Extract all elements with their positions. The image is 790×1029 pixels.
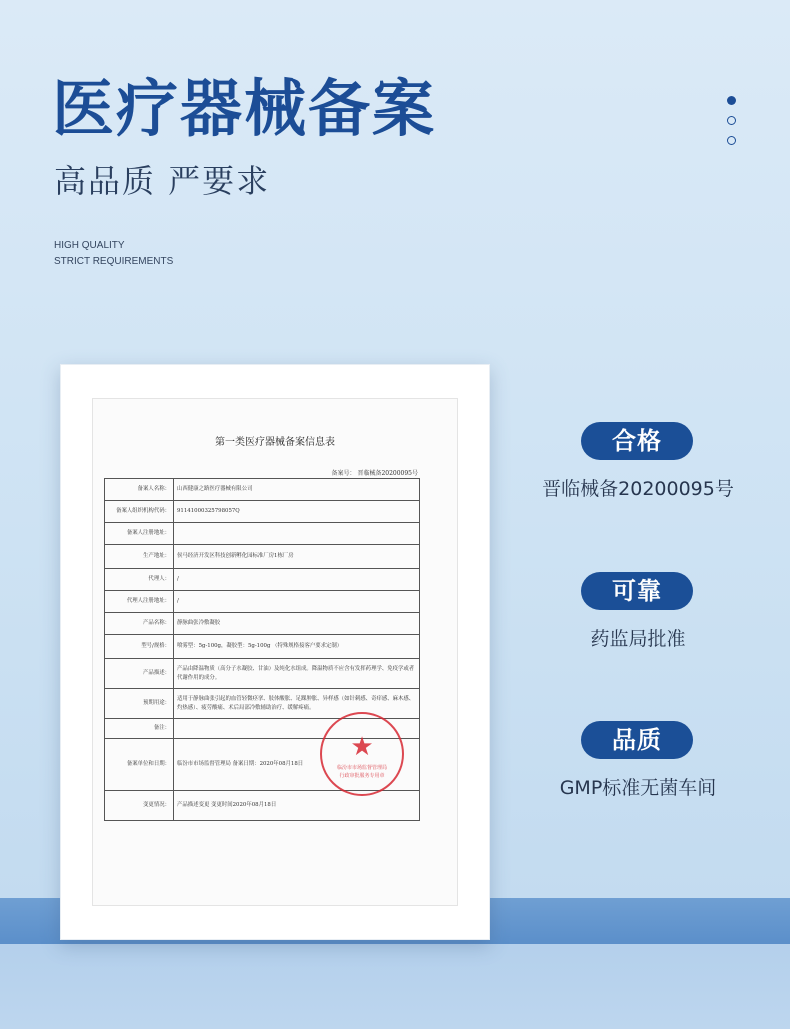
document-title: 第一类医疗器械备案信息表 xyxy=(215,437,335,448)
english-tagline-line1: HIGH QUALITY xyxy=(54,240,125,251)
field-value: 喷雾型：5g-100g，凝胶型：5g-100g （特殊规格接客户要求定制） xyxy=(174,635,420,659)
english-tagline-line2: STRICT REQUIREMENTS xyxy=(54,256,174,267)
table-row xyxy=(105,613,420,635)
feature-badge: 可靠 xyxy=(581,572,693,610)
table-row xyxy=(105,635,420,659)
field-value: 山西健康之路医疗器械有限公司 xyxy=(174,479,420,501)
table-row xyxy=(105,591,420,613)
feature-caption: GMP标准无菌车间 xyxy=(559,777,717,799)
field-value: 91141000325798057Q xyxy=(174,501,420,523)
seal-text: 行政审批服务专用章 xyxy=(339,773,385,779)
field-label: 备案人注册地址： xyxy=(105,523,174,545)
field-value xyxy=(174,523,420,545)
field-value: 产品描述变更 变更时间2020年08月18日 xyxy=(174,791,420,821)
field-label: 产品名称： xyxy=(105,613,174,635)
table-row xyxy=(105,569,420,591)
pagination-dots xyxy=(727,96,736,156)
table-row xyxy=(105,791,420,821)
feature-badge: 品质 xyxy=(581,721,693,759)
field-label: 产品描述： xyxy=(105,659,174,689)
table-row xyxy=(105,659,420,689)
feature-caption: 药监局批准 xyxy=(590,628,686,650)
table-row xyxy=(105,545,420,569)
field-label: 备注： xyxy=(105,719,174,739)
floor xyxy=(0,944,790,1029)
field-value: 适用于静脉曲张引起的血管轻微痉挛、肢体酸胀、足踝肿胀、异样感（如针刺感、奇痒感、麻木感、灼热感）、疲劳酸痛、术后局部冷敷辅助治疗、缓解疼痛。 xyxy=(174,689,420,719)
dot-inactive-icon xyxy=(727,116,736,125)
field-label: 预期用途： xyxy=(105,689,174,719)
dot-active-icon xyxy=(727,96,736,105)
field-value: / xyxy=(174,591,420,613)
field-value: 侯马经济开发区科技创新孵化园标准厂房1栋厂房 xyxy=(174,545,420,569)
seal-star-icon: ★ xyxy=(350,732,374,762)
table-row xyxy=(105,501,420,523)
field-label: 备案单位和日期： xyxy=(105,739,174,791)
field-label: 代理人注册地址： xyxy=(105,591,174,613)
certificate-document xyxy=(92,398,458,906)
field-label: 备案人名称： xyxy=(105,479,174,501)
field-value: 临汾市市场监督管理局 备案日期：2020年08月18日 xyxy=(174,739,420,791)
field-label: 型号/规格： xyxy=(105,635,174,659)
page-subtitle: 高品质 严要求 xyxy=(54,162,271,200)
field-label: 代理人： xyxy=(105,569,174,591)
official-seal xyxy=(320,712,404,796)
table-row xyxy=(105,479,420,501)
dot-inactive-icon xyxy=(727,136,736,145)
field-value: 产品由降温物质（高分子水凝胶、甘油）及纯化水组成。降温物质不应含有发挥药理学、免疫学或者代谢作用的成分。 xyxy=(174,659,420,689)
field-label: 生产地址： xyxy=(105,545,174,569)
page-title: 医疗器械备案 xyxy=(52,72,437,145)
table-row xyxy=(105,523,420,545)
field-label: 备案人组织机构代码： xyxy=(105,501,174,523)
feature-caption: 晋临械备20200095号 xyxy=(542,478,734,500)
record-number: 备案号： 晋临械备20200095号 xyxy=(331,470,418,477)
seal-text: 临汾市市场监督管理局 xyxy=(336,765,387,771)
feature-badge: 合格 xyxy=(581,422,693,460)
field-label: 变更情况： xyxy=(105,791,174,821)
field-value: 静脉曲张冷敷凝胶 xyxy=(174,613,420,635)
english-tagline xyxy=(54,238,173,270)
field-value: / xyxy=(174,569,420,591)
